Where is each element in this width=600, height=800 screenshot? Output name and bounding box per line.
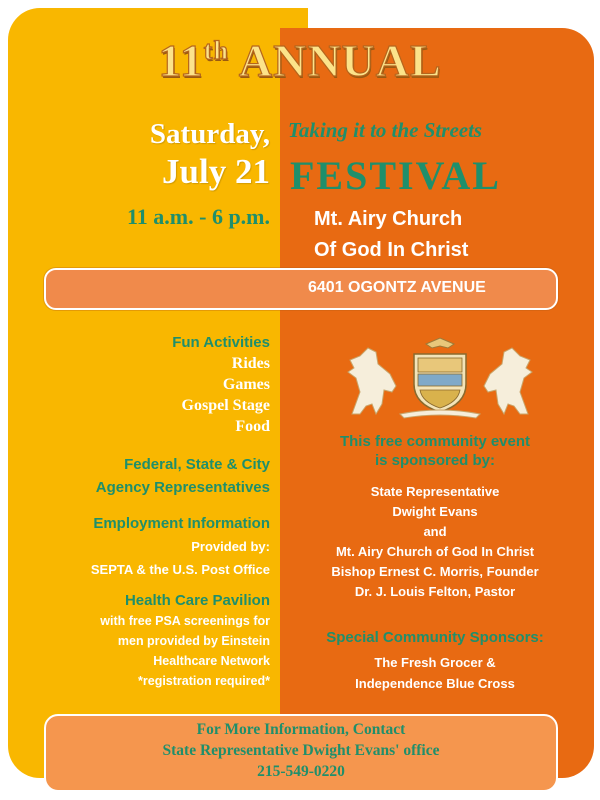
event-tagline: Taking it to the Streets xyxy=(288,118,483,142)
event-day: Saturday, xyxy=(149,118,270,150)
sponsor-line: State Representative xyxy=(370,484,500,499)
fun-activities xyxy=(172,332,270,437)
special-sponsor-line2: Independence Blue Cross xyxy=(355,676,515,691)
sponsor-line: Mt. Airy Church of God In Christ xyxy=(335,544,535,559)
activity-item: Rides xyxy=(231,355,270,372)
host-church-line1: Mt. Airy Church xyxy=(314,208,463,230)
health-line1: with free PSA screenings for xyxy=(100,614,270,628)
activity-item: Food xyxy=(235,418,270,435)
page-title: 11th ANNUAL xyxy=(158,35,442,86)
employment-heading: Employment Information xyxy=(93,515,270,532)
activity-item: Gospel Stage xyxy=(181,397,270,414)
agency-representatives xyxy=(96,453,270,499)
special-sponsors-list xyxy=(290,652,580,694)
footer-line1: For More Information, Contact xyxy=(196,721,406,738)
sponsor-line: and xyxy=(423,524,447,539)
pennsylvania-coat-of-arms-icon xyxy=(330,334,550,420)
sponsor-line: Dwight Evans xyxy=(392,504,478,519)
employment-info xyxy=(91,512,270,581)
event-address: 6401 OGONTZ AVENUE xyxy=(308,279,486,296)
footer-phone: 215-549-0220 xyxy=(257,763,345,780)
host-church-line2: Of God In Christ xyxy=(314,239,469,261)
health-line4: *registration required* xyxy=(138,674,270,688)
health-care-pavilion xyxy=(100,590,270,691)
event-date: July 21 xyxy=(162,152,270,191)
sponsor-heading xyxy=(290,432,580,470)
special-sponsor-line1: The Fresh Grocer & xyxy=(374,655,496,670)
health-line2: men provided by Einstein xyxy=(117,634,270,648)
contact-footer xyxy=(44,714,558,792)
sponsor-line: Dr. J. Louis Felton, Pastor xyxy=(354,584,516,599)
event-time: 11 a.m. - 6 p.m. xyxy=(127,204,270,229)
sponsor-line: Bishop Ernest C. Morris, Founder xyxy=(331,564,539,579)
employment-line2: SEPTA & the U.S. Post Office xyxy=(90,562,270,577)
agency-line1: Federal, State & City xyxy=(124,456,270,473)
fun-activities-heading: Fun Activities xyxy=(172,334,270,351)
special-sponsors-heading: Special Community Sponsors: xyxy=(326,629,544,646)
agency-line2: Agency Representatives xyxy=(95,479,270,496)
employment-line1: Provided by: xyxy=(191,539,270,554)
sponsor-heading-line1: This free community event xyxy=(339,433,531,450)
event-name: FESTIVAL xyxy=(290,153,501,198)
health-heading: Health Care Pavilion xyxy=(124,592,270,609)
activity-item: Games xyxy=(222,376,270,393)
sponsor-heading-line2: is sponsored by: xyxy=(374,452,496,469)
sponsor-list xyxy=(290,482,580,602)
footer-line2: State Representative Dwight Evans' office xyxy=(162,742,440,759)
host-church xyxy=(314,204,468,266)
health-line3: Healthcare Network xyxy=(153,654,270,668)
